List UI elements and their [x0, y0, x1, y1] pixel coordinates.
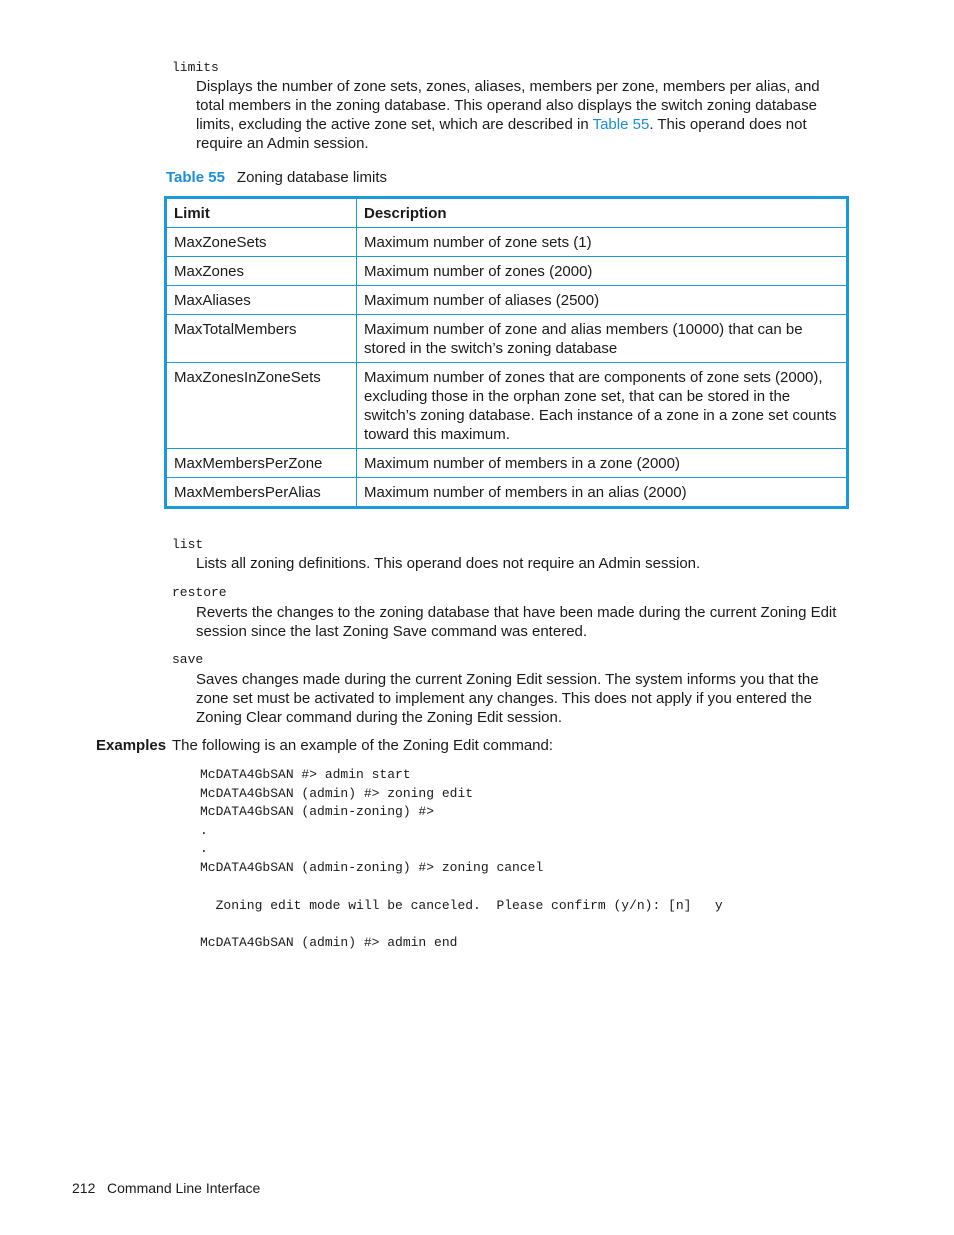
table-row — [166, 478, 848, 508]
limit-cell: MaxZones — [166, 257, 357, 286]
operand-description-restore: Reverts the changes to the zoning database that have been made during the current Zoning Edit session since the last Zoning Save command was entered. — [196, 604, 837, 640]
code-line: McDATA4GbSAN (admin-zoning) #> — [200, 804, 435, 819]
page-number: 212 — [72, 1180, 96, 1196]
description-text: Displays the number of zone sets, zones, aliases, members per zone, members per alias, and total members in the zoning database. This operand also displays the switch zoning database limits, excluding the active zone set, which are described in — [196, 78, 820, 133]
zoning-limits-table — [164, 196, 849, 509]
operand-description-save: Saves changes made during the current Zoning Edit session. The system informs you that the zone set must be activated to implement any changes. This does not apply if you entered the Zoning Clear command during the Zoning Edit session. — [196, 671, 819, 726]
footer-section: Command Line Interface — [107, 1180, 261, 1196]
table-row — [166, 286, 848, 315]
code-line: McDATA4GbSAN (admin) #> admin end — [200, 935, 458, 950]
description-cell: Maximum number of zone and alias members (10000) that can be stored in the switch’s zoning database — [357, 315, 848, 363]
table-row — [166, 315, 848, 363]
operand-name-list: list — [172, 537, 204, 552]
table-number: Table 55 — [166, 169, 225, 186]
header-description: Description — [357, 198, 848, 228]
header-limit: Limit — [166, 198, 357, 228]
code-line: . — [200, 841, 208, 856]
description-cell: Maximum number of zone sets (1) — [357, 228, 848, 257]
table-header-row — [166, 198, 848, 228]
code-line: . — [200, 823, 208, 838]
table-row — [166, 449, 848, 478]
code-line: McDATA4GbSAN (admin) #> zoning edit — [200, 786, 474, 801]
description-cell: Maximum number of zones that are components of zone sets (2000), excluding those in the orphan zone set, that can be stored in the switch’s zoning database. Each instance of a zone in a zone set counts toward this maximum. — [357, 363, 848, 449]
operand-name-limits: limits — [172, 60, 219, 75]
limit-cell: MaxAliases — [166, 286, 357, 315]
examples-intro: The following is an example of the Zoning Edit command: — [172, 737, 554, 754]
table-title: Zoning database limits — [236, 169, 388, 186]
examples-label: Examples — [96, 737, 167, 754]
operand-description-list: Lists all zoning definitions. This operand does not require an Admin session. — [196, 555, 701, 572]
code-line: McDATA4GbSAN (admin-zoning) #> zoning cancel — [200, 860, 544, 875]
table-row — [166, 363, 848, 449]
operand-name-restore: restore — [172, 585, 227, 600]
code-line: Zoning edit mode will be canceled. Please confirm (y/n): [n] y — [200, 898, 723, 913]
limit-cell: MaxMembersPerAlias — [166, 478, 357, 508]
limit-cell: MaxZoneSets — [166, 228, 357, 257]
table-55-link[interactable]: Table 55 — [592, 116, 650, 133]
description-cell: Maximum number of members in an alias (2000) — [357, 478, 848, 508]
page-footer — [72, 1180, 260, 1196]
description-text-end: . This operand does not require an Admin session. — [196, 116, 807, 152]
operand-name-save: save — [172, 652, 204, 667]
table-row — [166, 228, 848, 257]
code-line: McDATA4GbSAN #> admin start — [200, 767, 411, 782]
description-cell: Maximum number of zones (2000) — [357, 257, 848, 286]
table-row — [166, 257, 848, 286]
limit-cell: MaxTotalMembers — [166, 315, 357, 363]
description-cell: Maximum number of aliases (2500) — [357, 286, 848, 315]
limit-cell: MaxMembersPerZone — [166, 449, 357, 478]
description-cell: Maximum number of members in a zone (2000) — [357, 449, 848, 478]
limit-cell: MaxZonesInZoneSets — [166, 363, 357, 449]
table-caption — [166, 168, 387, 187]
operand-description-limits — [196, 77, 846, 153]
